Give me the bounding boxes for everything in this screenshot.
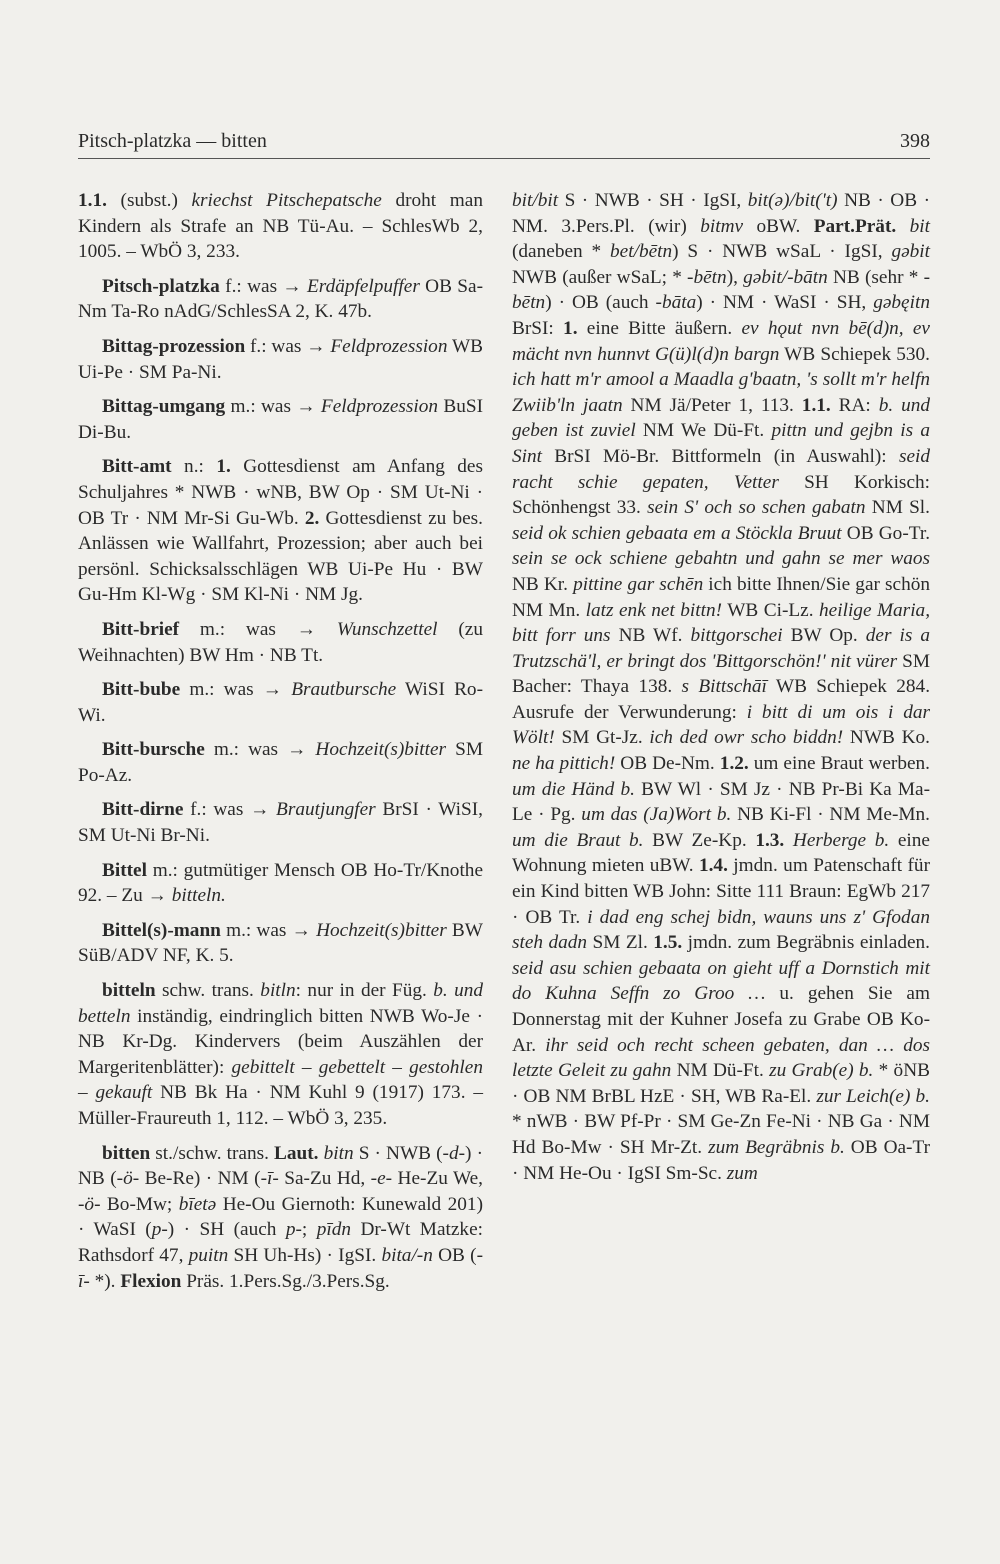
italic-text: bitln (260, 980, 296, 1002)
headword: Bittag-umgang (102, 396, 226, 418)
italic-text: Herberge b. (792, 829, 890, 851)
headword: 1.2. (719, 753, 749, 775)
entry-text: BrSI · WiSI, SM Ut-Ni Br-Ni. (78, 799, 483, 847)
entry-text: BW SüB/ADV NF, K. 5. (78, 919, 483, 967)
italic-text: pittn und gejbn is a Sint (512, 420, 930, 467)
italic-text: seid asu schien gebaata on gieht uff a Dornstich mit do Kuhna Seffn zo Groo … (512, 957, 930, 1005)
dictionary-entry-bitten (78, 1141, 483, 1295)
italic-text: bita/-n (381, 1244, 433, 1266)
headword: Bittel (102, 859, 147, 881)
italic-text: p (285, 1219, 296, 1241)
entry-text: f.: was → (183, 799, 277, 821)
dictionary-entry-pitsch-platzka (78, 274, 483, 325)
entry-text: ich bitte Ihnen/Sie gar schön NM Mn. (512, 573, 930, 621)
entry-text: WB Schiepek 530. (779, 343, 930, 365)
dictionary-entry-bitt-brief (78, 617, 483, 668)
entry-text: droht man Kindern als Strafe an NB Tü-Au. – SchlesWb 2, 1005. – WbÖ 3, 233. (78, 190, 483, 263)
italic-text: um die Braut b. (512, 829, 644, 851)
entry-text: NM Sl. (865, 497, 930, 519)
italic-text: bit (909, 215, 931, 237)
headword: Bitt-dirne (102, 799, 184, 821)
dictionary-entry-pitschepatsche-1-1 (78, 188, 483, 265)
entry-text: BW Wl · SM Jz · NB Pr-Bi Ka Ma-Le · Pg. (512, 778, 931, 826)
italic-text: kriechst Pitschepatsche (191, 190, 382, 211)
italic-text: b. und betteln (78, 980, 483, 1027)
italic-text: i bitt di um ois i dar Wölt! (512, 701, 930, 749)
entry-text: m.: was → (225, 396, 321, 418)
italic-text: gebittelt – gebettelt – gestohlen – gekauft (78, 1056, 483, 1104)
italic-text: bētn (512, 292, 546, 314)
entry-text: - Sa-Zu Hd, - (272, 1168, 378, 1190)
entry-text: schw. trans. (155, 980, 261, 1002)
entry-text: SM Bacher: Thaya 138. (512, 650, 930, 698)
entry-text: OB (- (432, 1244, 483, 1266)
italic-text: Wunschzettel (336, 618, 438, 640)
entry-text: NB (sehr * - (827, 266, 931, 288)
entry-text: u. gehen Sie am Donnerstag mit der Kuhner Josefa zu Grabe OB Ko-Ar. (512, 983, 930, 1056)
dictionary-entry-bitteln (78, 978, 483, 1132)
headword: 1. (216, 456, 231, 478)
headword: Bittag-prozession (102, 335, 246, 357)
entry-text: NWB (außer wSaL; * - (512, 266, 694, 288)
italic-text: ich hatt m'r amool a Maadla g'baatn, 's sollt m'r helfn Zwiib'ln jaatn (512, 369, 930, 416)
entry-text: BuSI Di-Bu. (78, 396, 483, 443)
italic-text: pīdn (316, 1219, 351, 1241)
entry-text: ), (726, 266, 744, 288)
entry-text: NB Kr. (512, 573, 574, 595)
italic-text: e (377, 1168, 386, 1190)
italic-text: gəbęitn (873, 292, 930, 314)
entry-text: ) S · NWB wSaL · IgSI, (672, 241, 892, 263)
entry-text: (daneben * (512, 241, 611, 263)
entry-text (896, 216, 909, 237)
right-column (512, 188, 930, 1186)
entry-text: WB Ui-Pe · SM Pa-Ni. (78, 335, 484, 383)
italic-text: bitn (323, 1142, 354, 1164)
headword: Bitt-brief (102, 618, 180, 640)
italic-text: gəbit/-bātn (743, 266, 828, 288)
entry-text: NB · OB · NM. 3.Pers.Pl. (wir) (512, 190, 930, 237)
entry-text: (zu Weihnachten) BW Hm · NB Tt. (78, 618, 483, 666)
italic-text: gəbit (891, 241, 930, 263)
italic-text: um das (Ja)Wort b. (581, 804, 732, 826)
italic-text: Feldprozession (320, 396, 439, 418)
italic-text: ihr seid och recht scheen gebaten, dan … dos letzte Geleit zu gahn (512, 1034, 931, 1082)
italic-text: ī (78, 1270, 84, 1292)
italic-text: seid ok schien gebaata em a Stöckla Bruut (512, 522, 842, 544)
entry-text: SH Uh-Hs) · IgSI. (228, 1244, 382, 1266)
entry-text: - Be-Re) · NM (- (132, 1168, 267, 1190)
dictionary-entry-bitt-bursche (78, 737, 483, 788)
entry-text: m.: was → (204, 739, 316, 761)
italic-text: Hochzeit(s)bitter (315, 739, 447, 761)
italic-text: i dad eng schej bidn, wauns uns z' Gfodan steh dadn (512, 906, 930, 954)
entry-text: eine Bitte äußern. (577, 317, 742, 339)
entry-text: m.: gutmütiger Mensch OB Ho-Tr/Knothe 92. – Zu → (78, 859, 483, 907)
italic-text: heilige Maria, bitt forr uns (512, 599, 931, 647)
entry-text (784, 830, 793, 851)
entry-text: ) · OB (auch - (545, 292, 662, 314)
dictionary-entry-bittel-s-mann (78, 918, 483, 969)
italic-text: zu Grab(e) b. (769, 1060, 874, 1082)
italic-text: ich ded owr scho biddn! (649, 727, 844, 749)
entry-text: -) · NB (- (78, 1142, 483, 1190)
headword: bitten (102, 1142, 151, 1164)
italic-text: bitteln. (171, 885, 226, 907)
dictionary-entry-bitten-cont (512, 188, 930, 1186)
entry-text: Dr-Wt Matzke: Rathsdorf 47, (78, 1219, 483, 1266)
headword: Bitt-amt (102, 456, 172, 478)
italic-text: Brautbursche (291, 679, 397, 701)
dictionary-entry-bittel (78, 858, 483, 909)
italic-text: bētn (693, 266, 727, 288)
italic-text: ö (84, 1193, 95, 1215)
italic-text: sein se ock schiene gebahtn und gahn se mer waos (512, 548, 930, 570)
entry-text: S · NWB (- (353, 1142, 449, 1164)
entry-text: um eine Braut werben. (748, 753, 931, 775)
entry-text: Gottesdienst zu bes. Anlässen wie Wallfahrt, Prozession; aber auch bei persönl. Schicksalsschlägen WB Ui-Pe Hu · BW Gu-Hm Kl-Wg · SM Kl-Ni · NM Jg. (78, 507, 483, 606)
entry-text: SH Korkisch: Schönhengst 33. (512, 471, 930, 519)
entry-text: BrSI Mö-Br. Bittformeln (in Auswahl): (542, 445, 899, 467)
headword: 1.1. (78, 190, 107, 211)
italic-text: pittine gar schēn (573, 573, 704, 595)
italic-text: Feldprozession (330, 335, 448, 357)
entry-text: WiSI Ro-Wi. (78, 679, 483, 726)
headword: 2. (304, 507, 320, 529)
entry-text: -; (295, 1219, 317, 1241)
entry-text: inständig, eindringlich bitten NWB Wo-Je · NB Kr-Dg. Kindervers (beim Auszählen der Margeritenblätter): (78, 1005, 483, 1078)
entry-text: n.: (171, 456, 217, 478)
entry-text: - *). (83, 1270, 121, 1292)
italic-text: p (151, 1219, 162, 1241)
entry-text: BW Op. (782, 625, 866, 647)
entry-text: SM Po-Az. (78, 739, 483, 786)
running-header (78, 128, 930, 159)
entry-text: jmdn. zum Begräbnis einladen. (682, 932, 930, 954)
italic-text: Erdäpfelpuffer (307, 275, 420, 297)
italic-text: seid racht schie gepaten, Vetter (512, 445, 930, 493)
left-column (78, 188, 483, 1303)
entry-text: ) · NM · WaSI · SH, (696, 292, 874, 314)
entry-text: m.: was → (180, 679, 292, 701)
entry-text: NB Wf. (610, 625, 691, 647)
italic-text: zur Leich(e) b. (816, 1085, 930, 1107)
dictionary-entry-bittag-umgang (78, 394, 483, 445)
italic-text: Hochzeit(s)bitter (316, 919, 447, 941)
italic-text: bīetə (178, 1193, 217, 1215)
dictionary-entry-bitt-dirne (78, 797, 483, 848)
entry-text: * öNB · OB NM BrBL HzE · SH, WB Ra-El. (512, 1060, 930, 1107)
entry-text: NB Ki-Fl · NM Me-Mn. (731, 804, 930, 826)
entry-text: Gottesdienst am Anfang des Schuljahres * NWB · wNB, BW Op · SM Ut-Ni · OB Tr · NM Mr-Si Gu-Wb. (78, 456, 483, 529)
italic-text: bit(ə)/bit('t) (747, 190, 838, 211)
italic-text: bittgorschei (690, 625, 783, 647)
entry-text: NM We Dü-Ft. (635, 420, 772, 442)
entry-text: NWB Ko. (843, 727, 930, 749)
entry-text: m.: was → (179, 618, 337, 640)
entry-text: : nur in der Füg. (295, 980, 434, 1002)
entry-text: SM Gt-Jz. (554, 727, 650, 749)
italic-text: ö (123, 1168, 133, 1190)
entry-text: WB Ci-Lz. (722, 599, 820, 621)
italic-text: zum Begräbnis b. (708, 1136, 845, 1158)
italic-text: s Bittschāī (681, 676, 767, 698)
italic-text: bet/bētn (610, 241, 673, 263)
entry-text: NM Jä/Peter 1, 113. (622, 394, 802, 416)
italic-text: d (448, 1142, 459, 1164)
italic-text: puitn (188, 1244, 229, 1266)
entry-text: (subst.) (106, 190, 192, 211)
entry-text: BW Ze-Kp. (643, 829, 756, 851)
italic-text: bāta (661, 292, 697, 314)
entry-text: WB Schiepek 284. Ausrufe der Verwunderung: (512, 676, 931, 723)
headword: 1.4. (698, 855, 728, 877)
entry-text: He-Ou Giernoth: Kunewald 201) · WaSI ( (78, 1193, 483, 1241)
headword: Pitsch-platzka (102, 275, 220, 297)
headword: 1.3. (755, 829, 785, 851)
entry-text: -) · SH (auch (161, 1219, 286, 1241)
italic-text: b. und geben ist zuviel (512, 394, 931, 442)
headword: Bittel(s)-mann (102, 919, 221, 941)
header-title: Pitsch-platzka — bitten (78, 130, 267, 152)
italic-text: bit/bit (512, 190, 559, 211)
entry-text: - He-Zu We, - (78, 1168, 483, 1215)
entry-text: NB Bk Ha · NM Kuhl 9 (1917) 173. – Müller-Fraureuth 1, 112. – WbÖ 3, 235. (78, 1082, 483, 1129)
italic-text: ev hǫut nvn bē(d)n, ev mächt nvn hunnvt G(ü)l(d)n bargn (512, 317, 930, 365)
entry-text: SM Zl. (587, 932, 654, 954)
entry-text: NM Dü-Ft. (671, 1060, 770, 1082)
italic-text: der is a Trutzschä'l, er bringt dos 'Bittgorschön!' nit vürer (512, 625, 931, 672)
dictionary-entry-bitt-bube (78, 677, 483, 728)
entry-text: RA: (830, 394, 879, 416)
dictionary-entry-bitt-amt (78, 454, 483, 608)
headword: Bitt-bursche (102, 739, 205, 761)
headword: 1. (563, 317, 578, 339)
headword: Flexion (120, 1270, 182, 1292)
page-number: 398 (900, 130, 930, 152)
italic-text: ī (267, 1168, 273, 1190)
italic-text: sein S' och so schen gabatn (647, 497, 866, 519)
entry-text: Präs. 1.Pers.Sg./3.Pers.Sg. (181, 1270, 390, 1292)
entry-text: S · NWB · SH · IgSI, (558, 190, 748, 211)
headword: Bitt-bube (102, 679, 181, 701)
italic-text: ne ha pittich! (512, 753, 616, 775)
entry-text: OB De-Nm. (615, 753, 720, 775)
headword: Laut. (274, 1142, 319, 1164)
dictionary-entry-bittag-prozession (78, 334, 483, 385)
entry-text: OB Oa-Tr · NM He-Ou · IgSI Sm-Sc. (512, 1136, 930, 1184)
entry-text: OB Go-Tr. (841, 522, 931, 544)
entry-text: m.: was → (220, 919, 317, 941)
entry-text: st./schw. trans. (150, 1142, 275, 1164)
italic-text: latz enk net bittn! (585, 599, 723, 621)
entry-text: eine Wohnung mieten uBW. (512, 829, 930, 877)
entry-text: - Bo-Mw; (94, 1193, 179, 1215)
italic-text: Brautjungfer (276, 799, 376, 821)
entry-text: OB Sa-Nm Ta-Ro nAdG/SchlesSA 2, K. 47b. (78, 275, 483, 323)
entry-text: jmdn. um Patenschaft für ein Kind bitten WB John: Sitte 111 Braun: EgWb 217 · OB Tr. (512, 855, 930, 928)
headword: Part.Prät. (813, 215, 897, 237)
entry-text: BrSI: (512, 317, 564, 339)
entry-text: f.: was → (219, 275, 308, 297)
italic-text: bitmv (700, 215, 744, 237)
entry-text: * nWB · BW Pf-Pr · SM Ge-Zn Fe-Ni · NB Ga · NM Hd Bo-Mw · SH Mr-Zt. (512, 1111, 930, 1158)
italic-text: um die Händ b. (512, 778, 635, 800)
headword: bitteln (102, 980, 156, 1002)
entry-text: oBW. (743, 215, 814, 237)
entry-text: f.: was → (245, 335, 331, 357)
italic-text: zum (726, 1162, 758, 1184)
headword: 1.1. (801, 394, 831, 416)
headword: 1.5. (653, 932, 683, 954)
